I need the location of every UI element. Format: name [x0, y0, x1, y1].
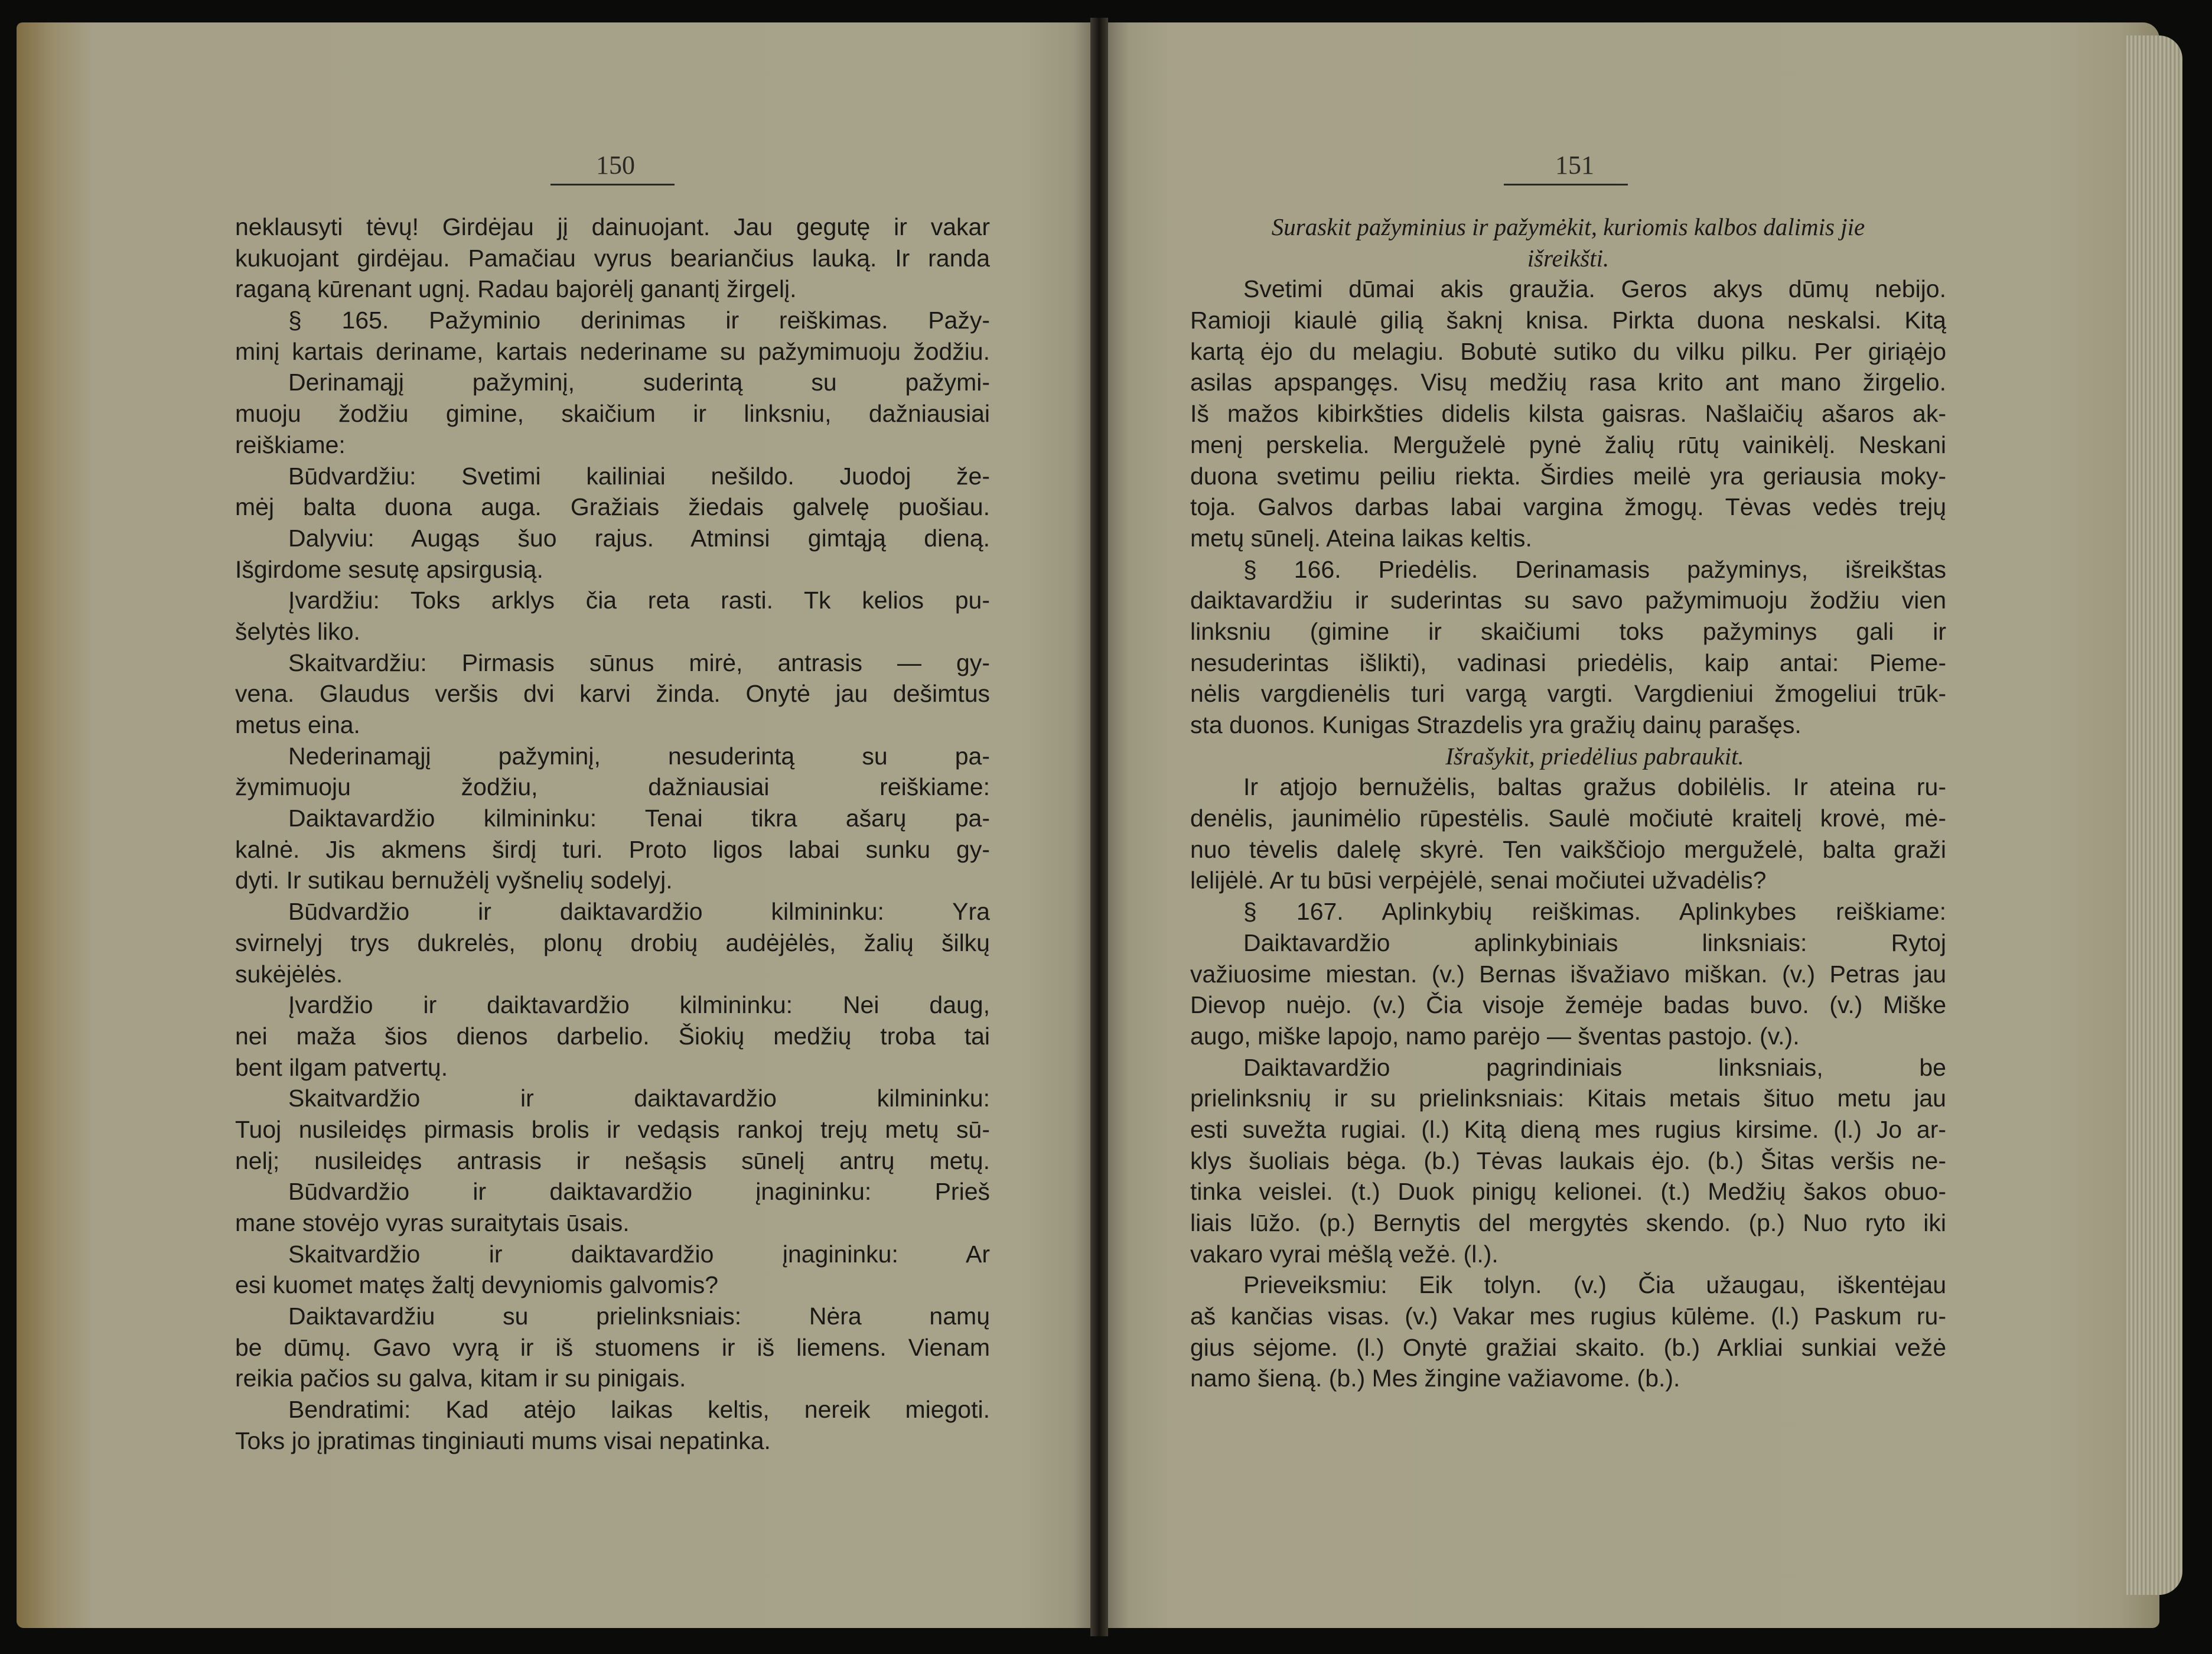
text-line: nei maža šios dienos darbelio. Šiokių medžių troba tai — [235, 1022, 990, 1050]
text-line: svirnelyj trys dukrelės, plonų drobių audėjėlės, žalių šilkų — [235, 929, 990, 956]
text-line: metus eina. — [235, 711, 360, 738]
text-line: § 166. Priedėlis. Derinamasis pažyminys, išreikštas — [1243, 555, 1946, 583]
text-line: šelytės liko. — [235, 617, 360, 645]
text-line: Derinamąjį pažyminį, suderintą su pažymi- — [288, 369, 990, 396]
text-line: esti suvežta rugiai. (l.) Kitą dieną mes rugius kirsime. (l.) Jo ar- — [1190, 1115, 1946, 1143]
text-line: Dievop nuėjo. (v.) Čia visoje žemėje badas buvo. (v.) Miške — [1190, 991, 1946, 1019]
text-line: duona svetimu peiliu riekta. Širdies meilė yra geriausia moky- — [1190, 462, 1946, 490]
text-line: neklausyti tėvų! Girdėjau jį dainuojant. Jau gegutę ir vakar — [235, 213, 990, 240]
text-line: dyti. Ir sutikau bernužėlį vyšnelių sodelyj. — [235, 867, 673, 894]
text-line: prielinksnių ir su prielinksniais: Kitais metais šituo metu jau — [1190, 1085, 1946, 1112]
text-line: muoju žodžiu gimine, skaičium ir linksniu, dažniausiai — [235, 400, 990, 428]
text-line: Daiktavardžio aplinkybiniais linksniais: Rytoj — [1243, 929, 1946, 956]
text-line: vakaro vyrai mėšlą vežė. (l.). — [1190, 1240, 1498, 1268]
text-line: bent ilgam patvertų. — [235, 1053, 448, 1081]
text-line: reiškiame: — [235, 431, 346, 458]
text-line: Įvardžiu: Toks arklys čia reta rasti. Tk kelios pu- — [288, 587, 990, 614]
text-line: vena. Glaudus veršis dvi karvi žinda. Onytė jau dešimtus — [235, 680, 990, 708]
text-line: Daiktavardžio kilmininku: Tenai tikra ašarų pa- — [288, 805, 990, 832]
text-line: aš kančias visas. (v.) Vakar mes rugius kūlėme. (l.) Paskum ru- — [1190, 1303, 1946, 1330]
text-line: gius sėjome. (l.) Onytė gražiai skaito. (b.) Arkliai sunkiai vežė — [1190, 1333, 1946, 1361]
text-line: Bendratimi: Kad atėjo laikas keltis, nereik miegoti. — [288, 1396, 990, 1424]
text-line: Prieveiksmiu: Eik tolyn. (v.) Čia užaugau, iškentėjau — [1243, 1271, 1946, 1299]
text-line: Skaitvardžio ir daiktavardžio kilmininku: — [288, 1085, 990, 1112]
text-line: Suraskit pažyminius ir pažymėkit, kuriomis kalbos dalimis jie — [1271, 213, 1865, 240]
text-line: klys šuoliais bėga. (b.) Tėvas laukais ėjo. (b.) Šitas veršis ne- — [1190, 1147, 1946, 1174]
text-line: § 167. Aplinkybių reiškimas. Aplinkybes reiškiame: — [1243, 898, 1946, 926]
text-line: Nederinamąjį pažyminį, nesuderintą su pa- — [288, 742, 990, 770]
text-line: nuo tėvelis dalelę skyrė. Ten vaikščiojo merguželė, balta graži — [1190, 835, 1946, 863]
text-line: mane stovėjo vyras suraitytais ūsais. — [235, 1209, 630, 1236]
text-line: Būdvardžio ir daiktavardžio kilmininku: Yra — [288, 898, 990, 926]
text-line: asilas apspangęs. Visų medžių rasa krito ant mano žirgelio. — [1190, 369, 1946, 396]
text-line: Tuoj nusileidęs pirmasis brolis ir vedąsis rankoj trejų metų sū- — [235, 1115, 990, 1143]
text-line: Ramioji kiaulė gilią šaknį knisa. Pirkta duona neskalsi. Kitą — [1190, 307, 1946, 334]
text-line: mėj balta duona auga. Gražiais žiedais galvelę puošiau. — [235, 493, 990, 521]
page-number-right: 151 — [1555, 151, 1594, 180]
text-line: daiktavardžiu ir suderintas su savo pažymimuoju žodžiu vien — [1190, 587, 1946, 614]
text-line: Skaitvardžiu: Pirmasis sūnus mirė, antrasis — gy- — [288, 649, 990, 676]
text-line: raganą kūrenant ugnį. Radau bajorėlį ganantį žirgelį. — [235, 275, 797, 303]
text-line: liais lūžo. (p.) Bernytis del mergytės skendo. (p.) Nuo ryto iki — [1190, 1209, 1946, 1236]
text-line: Įvardžio ir daiktavardžio kilmininku: Nei daug, — [288, 991, 990, 1019]
text-line: Dalyviu: Augąs šuo rajus. Atminsi gimtąją dieną. — [288, 524, 990, 552]
text-line: augo, miške lapojo, namo parėjo — šventas pastojo. (v.). — [1190, 1022, 1800, 1050]
text-line: kalnė. Jis akmens širdį turi. Proto ligos labai sunku gy- — [235, 835, 990, 863]
text-line: Svetimi dūmai akis graužia. Geros akys dūmų nebijo. — [1243, 275, 1946, 303]
text-line: metų sūnelį. Ateina laikas keltis. — [1190, 524, 1532, 552]
page-number-rule-left — [550, 184, 675, 185]
text-line: Būdvardžiu: Svetimi kailiniai nešildo. Juodoj že- — [288, 462, 990, 490]
text-line: tinka veislei. (t.) Duok pinigų kelionei. (t.) Medžių šakos obuo- — [1190, 1178, 1946, 1206]
text-line: kartą ėjo du melagiu. Bobutė sutiko du vilku pilku. Per giriąėjo — [1190, 337, 1946, 365]
text-line: sukėjėlės. — [235, 960, 343, 988]
right-page-text — [1190, 211, 1946, 1394]
text-line: toja. Galvos darbas labai vargina žmogų. Tėvas vedės trejų — [1190, 493, 1946, 521]
text-line: menį perskelia. Merguželė pynė žalių rūtų vainikėlį. Neskani — [1190, 431, 1946, 458]
text-line: esi kuomet matęs žaltį devyniomis galvomis? — [235, 1271, 719, 1299]
text-line: kukuojant girdėjau. Pamačiau vyrus beariančius lauką. Ir randa — [235, 244, 990, 272]
text-line: važiuosime miestan. (v.) Bernas išvažiavo miškan. (v.) Petras jau — [1190, 960, 1946, 988]
text-line: Toks jo įpratimas tinginiauti mums visai nepatinka. — [235, 1427, 771, 1454]
text-line: § 165. Pažyminio derinimas ir reiškimas. Pažy- — [288, 307, 990, 334]
text-line: Būdvardžio ir daiktavardžio įnagininku: Prieš — [288, 1178, 990, 1206]
text-line: Ir atjojo bernužėlis, baltas gražus dobilėlis. Ir ateina ru- — [1243, 773, 1946, 801]
text-line: lelijėlė. Ar tu būsi verpėjėlė, senai močiutei užvadėlis? — [1190, 867, 1767, 894]
left-page-text — [235, 211, 990, 1457]
text-line: sta duonos. Kunigas Strazdelis yra gražių dainų parašęs. — [1190, 711, 1801, 738]
text-line: nėlis vargdienėlis turi vargą vargti. Vargdieniui žmogeliui trūk- — [1190, 680, 1946, 708]
text-line: Iš mažos kibirkšties didelis kilsta gaisras. Našlaičių ašaros ak- — [1190, 400, 1946, 428]
page-number-left: 150 — [596, 151, 635, 180]
text-line: Daiktavardžiu su prielinksniais: Nėra namų — [288, 1303, 990, 1330]
text-line: minį kartais deriname, kartais nederiname su pažymimuoju žodžiu. — [235, 337, 990, 365]
text-line: reikia pačios su galva, kitam ir su pinigais. — [235, 1365, 686, 1392]
text-line: Daiktavardžio pagrindiniais linksniais, be — [1243, 1053, 1946, 1081]
page-edges — [2126, 35, 2182, 1595]
text-line: Išgirdome sesutę apsirgusią. — [235, 555, 543, 583]
text-line: žymimuoju žodžiu, dažniausiai reiškiame: — [235, 773, 990, 801]
text-line: namo šieną. (b.) Mes žingine važiavome. (b.). — [1190, 1365, 1680, 1392]
text-line: Skaitvardžio ir daiktavardžio įnagininku: Ar — [288, 1240, 990, 1268]
text-line: nesuderintas išlikti), vadinasi priedėlis, kaip antai: Pieme- — [1190, 649, 1946, 676]
text-line: išreikšti. — [1527, 244, 1610, 272]
text-line: denėlis, jaunimėlio rūpestėlis. Saulė močiutė kraitelį krovė, mė- — [1190, 805, 1946, 832]
page-number-rule-right — [1504, 184, 1628, 185]
text-line: be dūmų. Gavo vyrą ir iš stuomens ir iš liemens. Vienam — [235, 1333, 990, 1361]
text-line: Išrašykit, priedėlius pabraukit. — [1445, 742, 1744, 770]
book-gutter — [1090, 18, 1108, 1636]
text-line: nelį; nusileidęs antrasis ir nešąsis sūnelį antrų metų. — [235, 1147, 990, 1174]
text-line: linksniu (gimine ir skaičiumi toks pažyminys gali ir — [1190, 617, 1946, 645]
